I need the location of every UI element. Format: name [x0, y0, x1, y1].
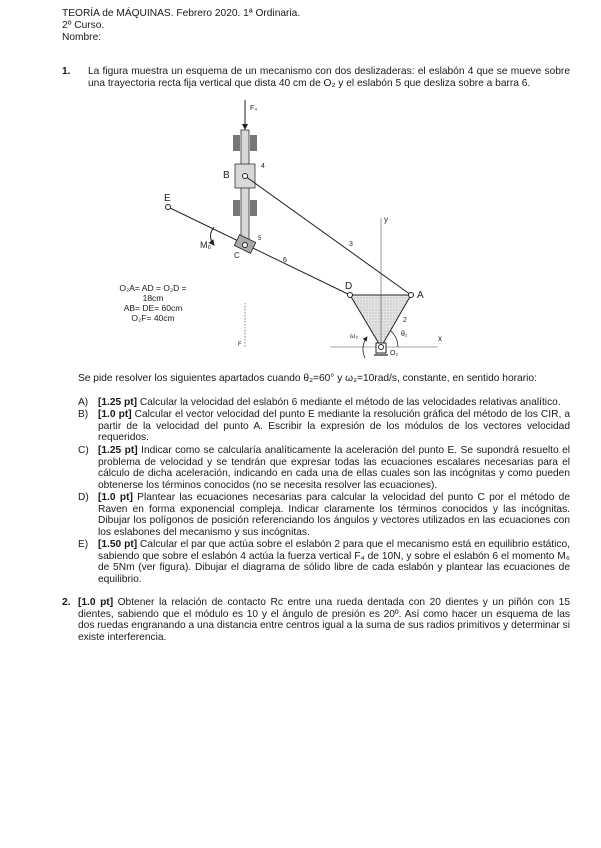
label-link-5: 5	[258, 236, 262, 242]
label-omega2: ω₂	[350, 333, 359, 340]
question-2	[62, 597, 570, 643]
joint-c	[243, 243, 248, 248]
item-d	[78, 492, 570, 538]
question-2-statement: Obtener la relación de contacto Rc entre una rueda dentada con 20 dientes y un piñón con 15 dientes, sabiendo que el módulo es 10 y el ángulo de presión es 20º. Así como hacer un esquema de las dos ruedas engranando a una distancia entre centros igual a la suma de sus radios primitivos y determinar si existe interferencia.	[78, 597, 570, 643]
name-label: Nombre:	[62, 32, 102, 43]
label-o2: O₂	[390, 350, 399, 357]
link-6	[168, 207, 353, 295]
item-points: [1.0 pt]	[98, 492, 133, 503]
item-points: [1.0 pt]	[98, 409, 132, 420]
label-d: D	[345, 281, 353, 292]
label-link-4: 4	[261, 163, 265, 170]
question-points: [1.0 pt]	[78, 597, 114, 608]
label-b: B	[223, 170, 230, 181]
label-link-3: 3	[349, 241, 353, 248]
joint-d	[348, 293, 353, 298]
item-letter: B)	[78, 409, 89, 420]
item-e	[78, 539, 570, 585]
course: 2º Curso.	[62, 20, 105, 31]
item-letter: C)	[78, 445, 89, 456]
item-a	[78, 397, 570, 409]
link-3	[245, 176, 411, 295]
item-letter: E)	[78, 539, 89, 550]
dimension: AB= DE= 60cm	[123, 303, 183, 313]
item-text: Calcular la velocidad del eslabón 6 mediante el método de las velocidades relativas analítico.	[137, 397, 561, 408]
item-c	[78, 445, 570, 491]
label-e: E	[164, 193, 171, 204]
theta2-arc	[391, 331, 398, 347]
item-text: Indicar como se calcularía analíticamente la aceleración del punto E. Se supondrá resuelto el problema de velocidad y se tendrán que expresar todas las ecuaciones escalares necesarias para el cálculo de dicha aceleración, indicando en cada una de ellas cuales son las incógnitas y como pueden obtenerse los términos conocidos (no se necesita resolver las ecuaciones).	[98, 445, 571, 491]
joint-e	[166, 205, 171, 210]
link-2-triangle	[350, 295, 411, 347]
exam-title: TEORÍA de MÁQUINAS. Febrero 2020. 1ª Ordinaria.	[62, 8, 301, 19]
question-number: 1.	[62, 66, 71, 77]
omega2-arrow	[363, 337, 367, 358]
mechanism-figure	[0, 0, 601, 370]
dimensions-list	[108, 283, 198, 323]
label-c: C	[234, 251, 240, 260]
question-number: 2.	[62, 597, 71, 608]
label-link-6: 6	[283, 257, 287, 264]
item-text: Calcular el vector velocidad del punto E mediante la resolución gráfica del método de los CIR, a partir de la velocidad del punto A. Escribir la expresión de los módulos de los vectores velocidad requeridos.	[98, 409, 570, 444]
question-1-intro: Se pide resolver los siguientes apartados cuando θ₂=60° y ω₂=10rad/s, constante, en sentido horario:	[78, 373, 537, 384]
label-f4: F₄	[250, 105, 258, 112]
item-points: [1.50 pt]	[98, 539, 138, 550]
item-points: [1.25 pt]	[98, 397, 138, 408]
dimension: O₂A= AD = O₂D = 18cm	[119, 283, 187, 303]
label-m6: M₆	[200, 240, 212, 250]
label-link-2: 2	[403, 317, 407, 324]
item-letter: A)	[78, 397, 89, 408]
item-b	[78, 409, 570, 444]
question-1-statement: La figura muestra un esquema de un mecanismo con dos deslizaderas: el eslabón 4 que se mueve sobre una trayectoria recta fija vertical que dista 40 cm de O₂ y el eslabón 5 que desliza sobre a barra 6.	[88, 66, 570, 89]
joint-a	[409, 293, 414, 298]
dimension: O₂F= 40cm	[131, 313, 175, 323]
label-theta2: θ₂	[401, 331, 408, 338]
label-a: A	[417, 290, 424, 301]
label-x: x	[438, 334, 442, 343]
joint-o2	[379, 345, 384, 350]
item-points: [1.25 pt]	[98, 445, 138, 456]
label-y: y	[384, 215, 388, 224]
joint-b	[243, 174, 248, 179]
item-text: Calcular el par que actúa sobre el eslabón 2 para que el mecanismo está en equilibrio estático, sabiendo que sobre el eslabón 4 actúa la fuerza vertical F₄ de 10N, y sobre el eslabón 6 el momento M₆ de 5Nm (ver figura). Dibujar el diagrama de sólido libre de cada eslabón y plantear las ecuaciones de equilibrio.	[98, 539, 570, 585]
link-4-rod	[241, 130, 249, 248]
item-text: Plantear las ecuaciones necesarias para calcular la velocidad del punto C por el método de Raven en forma exponencial compleja. Indicar claramente los términos conocidos y las incógnitas. Dibujar los polígonos de posición referenciando los ángulos y vectores utilizados en las ecuaciones con los eslabones del mecanismo y sus incógnitas.	[98, 492, 570, 538]
item-letter: D)	[78, 492, 89, 503]
label-f: F	[238, 342, 242, 348]
